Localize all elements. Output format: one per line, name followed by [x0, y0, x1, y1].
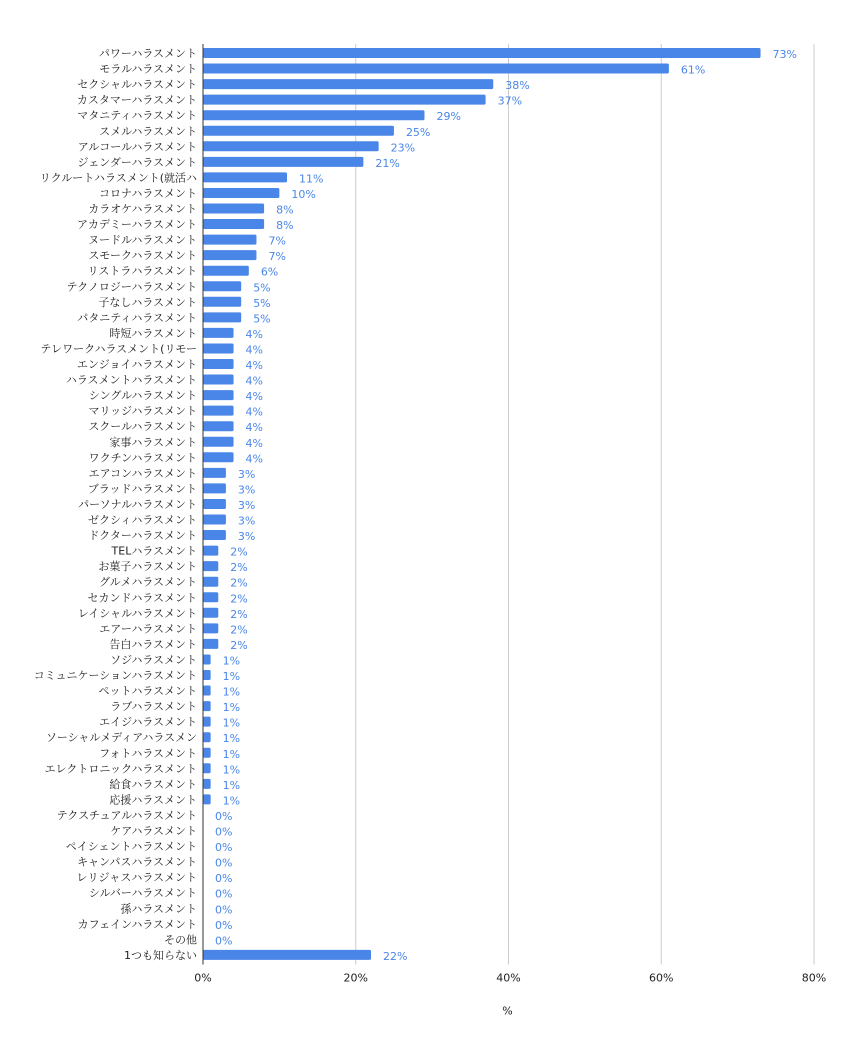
- category-label: カフェインハラスメント: [77, 917, 197, 931]
- category-label: コロナハラスメント: [98, 186, 197, 200]
- category-label: ソーシャルメディアハラスメン: [45, 731, 197, 745]
- bar: [203, 561, 218, 571]
- value-label: 5%: [253, 281, 271, 295]
- category-label: ハラスメントハラスメント: [65, 373, 197, 387]
- value-label: 0%: [215, 903, 233, 917]
- x-tick-label: 20%: [343, 971, 368, 985]
- x-tick-label: 60%: [649, 971, 674, 985]
- category-label: ゼクシィハラスメント: [87, 513, 197, 527]
- bar: [203, 670, 211, 680]
- value-label: 3%: [237, 467, 256, 481]
- value-label: 1%: [222, 670, 241, 683]
- value-labels: [215, 48, 797, 963]
- bar: [203, 717, 211, 727]
- bar: [203, 250, 256, 260]
- category-label: ドクターハラスメント: [88, 529, 197, 543]
- category-label: お菓子ハラスメント: [98, 560, 197, 574]
- category-label: ペットハラスメント: [98, 684, 197, 698]
- bar: [203, 592, 218, 602]
- category-label: モラルハラスメント: [99, 62, 197, 76]
- category-label: エアコンハラスメント: [88, 466, 197, 480]
- bars: [203, 48, 761, 960]
- category-label: パワーハラスメント: [98, 47, 197, 60]
- category-label: マリッジハラスメント: [88, 404, 197, 418]
- value-label: 1%: [222, 732, 241, 746]
- x-axis-title: %: [502, 1004, 513, 1018]
- bar: [203, 732, 211, 742]
- bar: [203, 375, 234, 385]
- value-label: 4%: [245, 327, 264, 341]
- bar: [203, 437, 234, 447]
- value-label: 3%: [237, 483, 256, 497]
- category-label: テクスチュアルハラスメント: [56, 808, 197, 822]
- category-label: ペイシェントハラスメント: [65, 840, 197, 854]
- value-label: 73%: [772, 48, 797, 61]
- value-label: 22%: [383, 949, 408, 963]
- category-label: リクルートハラスメント(就活ハ: [39, 171, 197, 185]
- bar: [203, 188, 279, 198]
- bar: [203, 204, 264, 214]
- bar: [203, 157, 363, 167]
- bar: [203, 64, 669, 74]
- bar: [203, 608, 218, 618]
- bar: [203, 79, 493, 89]
- category-label: スメルハラスメント: [99, 124, 197, 138]
- value-label: 0%: [215, 856, 233, 870]
- category-label: パーソナルハラスメント: [78, 497, 197, 511]
- value-label: 1%: [222, 794, 241, 808]
- value-label: 1%: [222, 685, 241, 699]
- value-label: 23%: [390, 141, 416, 155]
- value-label: 61%: [680, 63, 706, 77]
- value-label: 4%: [245, 343, 264, 357]
- category-label: フォトハラスメント: [99, 746, 197, 760]
- value-label: 1%: [222, 778, 241, 792]
- bar: [203, 297, 241, 307]
- category-label: マタニティハラスメント: [77, 109, 197, 123]
- bar: [203, 172, 287, 182]
- value-label: 0%: [215, 825, 233, 839]
- value-label: 10%: [291, 187, 316, 201]
- value-label: 8%: [276, 219, 294, 233]
- x-tick-label: 80%: [801, 971, 827, 985]
- category-label: セカンドハラスメント: [87, 591, 197, 605]
- value-label: 5%: [253, 296, 271, 310]
- value-label: 6%: [260, 265, 279, 279]
- category-label: ワクチンハラスメント: [88, 451, 197, 465]
- category-label: ソジハラスメント: [110, 653, 197, 667]
- value-label: 1%: [222, 654, 241, 668]
- category-label: エアーハラスメント: [99, 622, 197, 636]
- category-label: グルメハラスメント: [99, 575, 197, 589]
- bar: [203, 530, 226, 540]
- category-label: その他: [164, 933, 197, 947]
- value-label: 8%: [276, 203, 294, 217]
- value-label: 29%: [436, 110, 461, 124]
- category-label: シングルハラスメント: [88, 389, 197, 403]
- category-label: 告白ハラスメント: [109, 637, 197, 651]
- bar: [203, 452, 234, 462]
- bar: [203, 468, 226, 478]
- bar: [203, 421, 234, 431]
- value-label: 0%: [215, 872, 233, 886]
- value-label: 1%: [222, 701, 241, 715]
- category-label: スモークハラスメント: [88, 249, 197, 263]
- bar: [203, 748, 211, 758]
- bar: [203, 794, 211, 804]
- bar: [203, 654, 211, 664]
- bar: [203, 126, 394, 136]
- value-label: 4%: [245, 436, 264, 450]
- bar: [203, 950, 371, 960]
- x-tick-label: 40%: [496, 971, 521, 985]
- category-label: カラオケハラスメント: [88, 202, 197, 216]
- value-label: 37%: [497, 94, 523, 108]
- category-label: アカデミーハラスメント: [76, 218, 197, 232]
- value-label: 38%: [505, 79, 530, 93]
- value-label: 2%: [230, 592, 248, 606]
- value-label: 4%: [245, 359, 264, 372]
- category-label: 時短ハラスメント: [109, 326, 197, 340]
- bar: [203, 48, 761, 58]
- value-label: 2%: [230, 623, 248, 637]
- value-label: 4%: [245, 405, 264, 419]
- bar: [203, 701, 211, 711]
- value-label: 0%: [215, 918, 233, 932]
- value-label: 2%: [230, 607, 248, 621]
- bar: [203, 110, 424, 120]
- bar: [203, 483, 226, 493]
- category-label: 応援ハラスメント: [109, 793, 197, 807]
- category-label: カスタマーハラスメント: [76, 93, 197, 107]
- bar: [203, 686, 211, 696]
- value-label: 1%: [222, 763, 241, 777]
- bar: [203, 515, 226, 525]
- category-label: ヌードルハラスメント: [88, 233, 197, 247]
- category-labels: [34, 47, 197, 962]
- value-label: 2%: [230, 638, 248, 652]
- bar: [203, 639, 218, 649]
- value-label: 0%: [215, 934, 233, 948]
- value-label: 3%: [237, 498, 256, 512]
- bar: [203, 95, 486, 105]
- bar: [203, 406, 234, 416]
- category-label: コミュニケーションハラスメント: [33, 669, 197, 682]
- bar: [203, 312, 241, 322]
- value-label: 1%: [222, 716, 241, 730]
- value-label: 2%: [230, 576, 248, 590]
- grid-lines: [356, 44, 814, 964]
- category-label: ブラッドハラスメント: [87, 482, 197, 496]
- x-tick-labels: [194, 971, 826, 984]
- category-label: エイジハラスメント: [99, 715, 197, 729]
- bar: [203, 328, 234, 338]
- value-label: 0%: [215, 841, 233, 855]
- bar: [203, 546, 218, 556]
- bar: [203, 141, 379, 151]
- category-label: テレワークハラスメント(リモー: [40, 342, 197, 356]
- category-label: ラブハラスメント: [110, 700, 197, 714]
- value-label: 1%: [222, 747, 241, 761]
- value-label: 21%: [375, 156, 400, 170]
- bar: [203, 235, 256, 245]
- value-label: 2%: [230, 545, 248, 559]
- category-label: レリジャスハラスメント: [76, 871, 197, 885]
- value-label: 7%: [268, 250, 286, 264]
- category-label: スクールハラスメント: [88, 420, 197, 434]
- category-label: エレクトロニックハラスメント: [44, 762, 197, 776]
- category-label: ケアハラスメント: [110, 824, 197, 838]
- value-label: 4%: [245, 421, 264, 435]
- category-label: レイシャルハラスメント: [77, 606, 197, 620]
- value-label: 4%: [245, 390, 264, 404]
- category-label: セクシャルハラスメント: [77, 78, 197, 92]
- category-label: 子なしハラスメント: [98, 295, 197, 309]
- value-label: 4%: [245, 374, 264, 388]
- category-label: 給食ハラスメント: [109, 777, 197, 791]
- bar: [203, 390, 234, 400]
- value-label: 11%: [299, 172, 324, 186]
- value-label: 3%: [237, 530, 256, 544]
- bar: [203, 266, 249, 276]
- value-label: 0%: [215, 809, 233, 823]
- category-label: シルバーハラスメント: [88, 886, 197, 900]
- value-label: 5%: [253, 312, 271, 326]
- bar: [203, 343, 234, 353]
- category-label: アルコールハラスメント: [77, 140, 197, 154]
- category-label: TELハラスメント: [111, 544, 197, 558]
- bar: [203, 219, 264, 229]
- category-label: 家事ハラスメント: [109, 435, 197, 449]
- value-label: 3%: [237, 514, 256, 528]
- bar: [203, 499, 226, 509]
- value-label: 25%: [405, 125, 431, 139]
- value-label: 0%: [215, 887, 233, 901]
- category-label: パタニティハラスメント: [77, 311, 197, 325]
- category-label: リストラハラスメント: [87, 264, 197, 278]
- bar: [203, 359, 234, 369]
- category-label: キャンパスハラスメント: [77, 855, 197, 869]
- value-label: 7%: [268, 234, 286, 248]
- bar: [203, 779, 211, 789]
- bar: [203, 281, 241, 291]
- category-label: テクノロジーハラスメント: [66, 280, 197, 294]
- x-tick-label: 0%: [194, 971, 212, 985]
- bar: [203, 577, 218, 587]
- bar: [203, 623, 218, 633]
- category-label: 1つも知らない: [124, 948, 197, 962]
- category-label: ジェンダーハラスメント: [77, 155, 197, 169]
- bar: [203, 763, 211, 773]
- value-label: 2%: [230, 561, 248, 575]
- category-label: エンジョイハラスメント: [77, 358, 197, 371]
- category-label: 孫ハラスメント: [120, 902, 197, 916]
- value-label: 4%: [245, 452, 264, 466]
